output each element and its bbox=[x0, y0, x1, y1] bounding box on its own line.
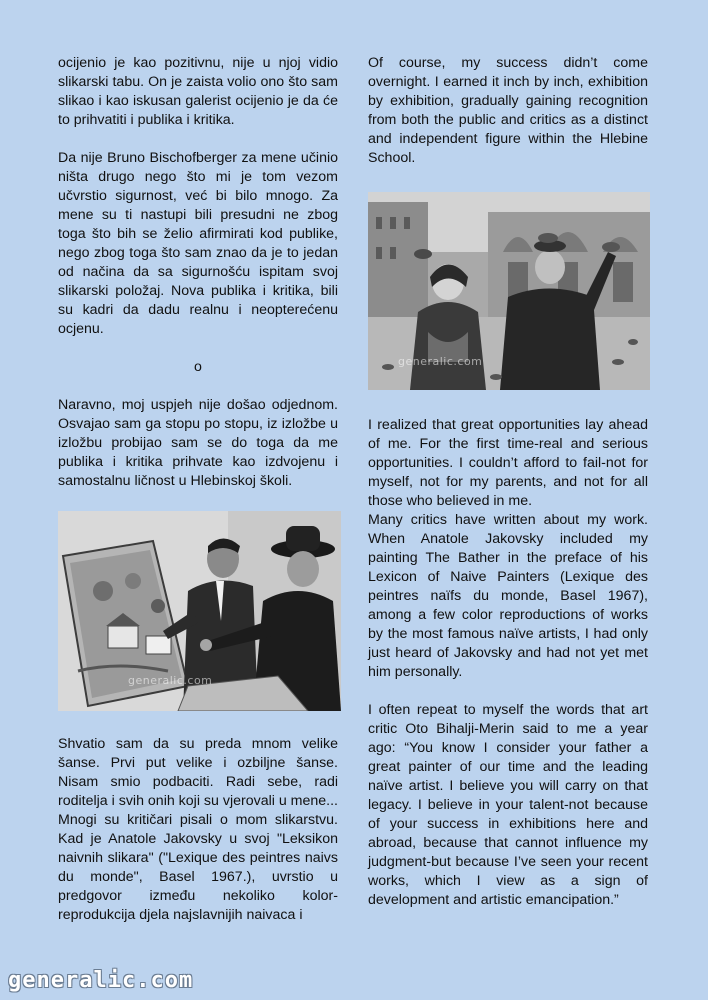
right-column bbox=[368, 54, 648, 910]
photo-watermark: generalic.com bbox=[128, 674, 213, 687]
section-separator: o bbox=[194, 359, 202, 375]
left-paragraph-2: Da nije Bruno Bischofberger za mene učinio ništa drugo nego što mi je tom vezom učvrstio sigurnost, već bi bilo mnogo. Za mene su ti nastupi bili presudni ne zbog toga što bih se želio afirmirati kod publike, nego zbog toga što sam znao da je to jedan od načina da sa sigurnošću ispitam svoj slikarski položaj. Nova publika i kritika, bili su kadri da dadu realnu i neopterećenu ocjenu. bbox=[58, 150, 338, 337]
photo-artists-with-painting bbox=[58, 511, 341, 711]
photo-venice-pigeons bbox=[368, 192, 650, 390]
left-paragraph-3: Naravno, moj uspjeh nije došao odjednom. Osvajao sam ga stopu po stopu, iz izložbe u izložbu probijao sam se do toga da me publika i kritika prihvate kao izdvojenu i samostalnu ličnost u Hlebinskoj školi. bbox=[58, 397, 338, 489]
left-paragraph-4: Shvatio sam da su preda mnom velike šanse. Prvi put velike i ozbiljne šanse. Nisam smio podbaciti. Radi sebe, radi roditelja i svih onih koji su vjerovali u mene... Mnogi su kritičari pisali o mom slikarstvu. Kad je Anatole Jakovsky u svoj "Leksikon naivnih slikara" ("Lexique des peintres naivs du monde", Basel 1967.), uvrstio u predgovor između nekoliko kolor-reprodukcija djela najslavnijih naivaca i bbox=[58, 736, 338, 923]
right-paragraph-2: I realized that great opportunities lay ahead of me. For the first time-real and serious opportunities. I couldn’t afford to fail-not for myself, not for my parents, and not for all those who believed in me. bbox=[368, 417, 648, 509]
right-paragraph-4: I often repeat to myself the words that art critic Oto Bihalji-Merin said to me a year ago: “You know I consider your father a great painter of our time and the leading naïve artist. I believe you will carry on that legacy. I believe in your talent-not because of your success in exhibitions here and abroad, because that cannot influence my judgment-but because I’ve seen your recent works, which I view as a sign of development and artistic emancipation.” bbox=[368, 702, 648, 908]
right-paragraph-1: Of course, my success didn’t come overnight. I earned it inch by inch, exhibition by exhibition, gradually gaining recognition from both the public and critics as a distinct and independent figure within the Hlebine School. bbox=[368, 55, 648, 166]
right-paragraph-3: Many critics have written about my work. When Anatole Jakovsky included my painting The Bather in the preface of his Lexicon of Naive Painters (Lexique des peintres naïfs du monde, Basel 1967), among a few color reproductions of works by the most famous naïve artists, I had only just heard of Jakovsky and had not yet met him personally. bbox=[368, 512, 648, 680]
left-column bbox=[58, 54, 338, 925]
photo-watermark: generalic.com bbox=[398, 355, 483, 368]
site-watermark: generalic.com bbox=[8, 968, 194, 993]
left-paragraph-1: ocijenio je kao pozitivnu, nije u njoj vidio slikarski tabu. On je zaista volio ono što sam slikao i kao iskusan galerist ocijenio je da će to prihvatiti i publika i kritika. bbox=[58, 55, 338, 128]
